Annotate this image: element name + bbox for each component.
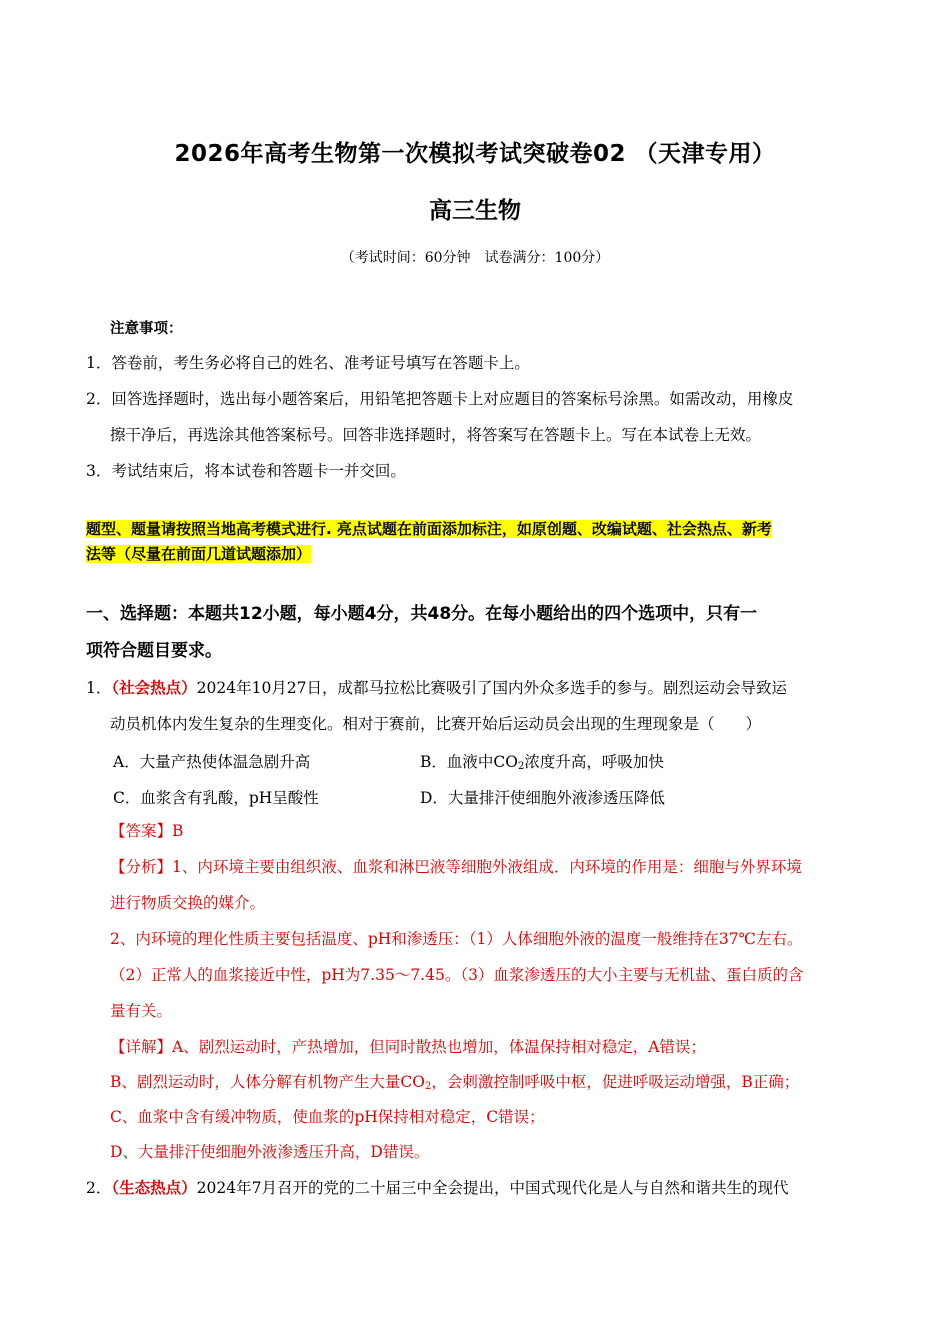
question-1-stem-line1: [86, 677, 787, 699]
notice-item-2-line1: 2．回答选择题时，选出每小题答案后，用铅笔把答题卡上对应题目的答案标号涂黑。如需改动，用橡皮: [86, 390, 794, 408]
question-1-detail-line3: C、血浆中含有缓冲物质，使血浆的pH保持相对稳定，C错误；: [110, 1108, 545, 1126]
question-1-stem-line2: 动员机体内发生复杂的生理变化。相对于赛前，比赛开始后运动员会出现的生理现象是（ ）: [110, 715, 762, 733]
notice-item-3: 3．考试结束后，将本试卷和答题卡一并交回。: [86, 462, 406, 480]
question-2-tag: （生态热点）: [111, 1178, 197, 1197]
analysis-label: 【分析】: [110, 858, 173, 876]
question-1-detail-line1: [110, 1036, 706, 1058]
question-1-option-b: [420, 750, 664, 772]
question-2-stem-text: 2024年7月召开的党的二十届三中全会提出，中国式现代化是人与自然和谐共生的现代: [196, 1179, 789, 1197]
section-heading-line2: 项符合题目要求。: [86, 641, 222, 661]
question-2-number: 2．: [86, 1179, 112, 1197]
highlight-note-line1: [86, 518, 772, 540]
question-1-tag: （社会热点）: [111, 678, 197, 697]
page-title: 2026年高考生物第一次模拟考试突破卷02 （天津专用）: [174, 141, 776, 167]
detail-text-2-post: ，会刺激控制呼吸中枢，促进呼吸运动增强，B正确；: [431, 1073, 800, 1091]
highlight-text-1: 题型、题量请按照当地高考模式进行. 亮点试题在前面添加标注，如原创题、改编试题、社会热点、新考: [86, 520, 772, 538]
highlight-note-line2: [86, 543, 311, 565]
detail-label: 【详解】: [110, 1038, 173, 1056]
detail-subscript: 2: [424, 1081, 432, 1092]
question-1-analysis-line2: 进行物质交换的媒介。: [110, 894, 266, 912]
question-2-stem-line1: [86, 1177, 788, 1199]
question-1-option-a: A．大量产热使体温急剧升高: [113, 753, 311, 771]
notice-item-2-line2: 擦干净后，再选涂其他答案标号。回答非选择题时，将答案写在答题卡上。写在本试卷上无效。: [110, 426, 762, 444]
page-subtitle: 高三生物: [429, 198, 521, 224]
question-1-analysis-line1: [110, 856, 802, 878]
notice-heading: 注意事项：: [110, 321, 183, 337]
exam-meta: （考试时间：60分钟 试卷满分：100分）: [340, 250, 610, 266]
question-1-option-c: C．血浆含有乳酸，pH呈酸性: [113, 789, 319, 807]
section-heading-line1: 一、选择题：本题共12小题，每小题4分，共48分。在每小题给出的四个选项中，只有一: [86, 604, 758, 624]
question-1-detail-line4: D、大量排汗使细胞外液渗透压升高，D错误。: [110, 1143, 430, 1161]
question-1-analysis-line3: 2、内环境的理化性质主要包括温度、pH和渗透压：（1）人体细胞外液的温度一般维持在37℃左右。: [110, 930, 803, 948]
highlight-text-2: 法等（尽量在前面几道试题添加）: [86, 545, 312, 563]
question-1-answer: 【答案】B: [110, 822, 184, 840]
detail-text-1: A、剧烈运动时，产热增加，但同时散热也增加，体温保持相对稳定，A错误；: [172, 1038, 706, 1056]
option-b-text-post: 浓度升高，呼吸加快: [524, 753, 664, 771]
detail-text-2-pre: B、剧烈运动时，人体分解有机物产生大量CO: [110, 1073, 425, 1091]
question-1-option-d: D．大量排汗使细胞外液渗透压降低: [420, 789, 665, 807]
question-1-analysis-line5: 量有关。: [110, 1002, 173, 1020]
option-b-subscript: 2: [517, 761, 525, 772]
option-b-text-pre: B．血液中CO: [420, 753, 518, 771]
question-1-number: 1．: [86, 679, 112, 697]
analysis-text-1: 1、内环境主要由组织液、血浆和淋巴液等细胞外液组成．内环境的作用是：细胞与外界环境: [172, 858, 802, 876]
question-1-detail-line2: [110, 1071, 799, 1093]
question-1-analysis-line4: （2）正常人的血浆接近中性，pH为7.35～7.45。（3）血浆渗透压的大小主要与无机盐、蛋白质的含: [110, 966, 804, 984]
question-1-stem-text: 2024年10月27日，成都马拉松比赛吸引了国内外众多选手的参与。剧烈运动会导致运: [196, 679, 788, 697]
notice-item-1: 1．答卷前，考生务必将自己的姓名、准考证号填写在答题卡上。: [86, 354, 530, 372]
